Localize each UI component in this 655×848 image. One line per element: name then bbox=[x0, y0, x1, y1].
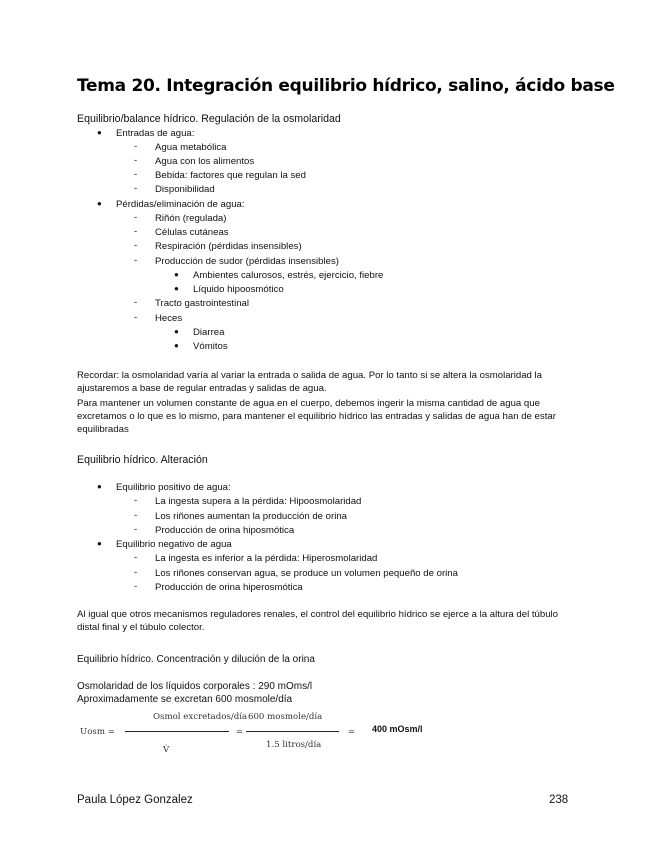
footer-author: Paula López Gonzalez bbox=[77, 794, 193, 806]
fraction-bar bbox=[246, 731, 339, 732]
section-heading-osmolaridad: Equilibrio/balance hídrico. Regulación de la osmolaridad bbox=[77, 113, 341, 125]
list-item: Líquido hipoosmótico bbox=[193, 284, 284, 295]
paragraph-recordar: Recordar: la osmolaridad varía al variar la entrada o salida de agua. Por lo tanto si se altera la osmolaridad la ajustaremos a base de regular entradas y salidas de agua. bbox=[77, 370, 543, 395]
list-item-entradas: Entradas de agua: bbox=[116, 128, 195, 139]
page-title: Tema 20. Integración equilibrio hídrico, salino, ácido base bbox=[77, 76, 615, 96]
list-item: Los riñones aumentan la producción de orina bbox=[155, 511, 348, 522]
formula-numerator-2: 600 mosmole/día bbox=[248, 712, 323, 722]
formula-equals: = bbox=[348, 727, 356, 737]
paragraph-tubulo: Al igual que otros mecanismos reguladores renales, el control del equilibrio hídrico se ejerce a la altura del túbulo distal final y el túbulo colector. bbox=[77, 609, 559, 634]
dash-icon: - bbox=[134, 524, 138, 535]
formula-numerator-1: Osmol excretados/día bbox=[153, 712, 248, 722]
dash-icon: - bbox=[134, 240, 138, 251]
dash-icon: - bbox=[134, 510, 138, 521]
page-number: 238 bbox=[549, 794, 569, 806]
list-item: Células cutáneas bbox=[155, 227, 229, 238]
section-heading-concentracion: Equilibrio hídrico. Concentración y dilución de la orina bbox=[77, 654, 315, 665]
bullet-icon: ● bbox=[97, 128, 102, 137]
list-item: Tracto gastrointestinal bbox=[155, 298, 250, 309]
dash-icon: - bbox=[134, 212, 138, 223]
list-item: Bebida: factores que regulan la sed bbox=[155, 170, 306, 181]
dash-icon: - bbox=[134, 183, 138, 194]
formula-denominator-2: 1.5 litros/día bbox=[266, 740, 322, 750]
list-item: La ingesta supera a la pérdida: Hipoosmolaridad bbox=[155, 496, 362, 507]
bullet-icon: ● bbox=[174, 341, 179, 350]
list-item: Producción de orina hiperosmótica bbox=[155, 582, 303, 593]
list-item: Disponibilidad bbox=[155, 184, 215, 195]
list-item: Ambientes calurosos, estrés, ejercicio, fiebre bbox=[193, 270, 384, 281]
dash-icon: - bbox=[134, 297, 138, 308]
bullet-icon: ● bbox=[97, 539, 102, 548]
dash-icon: - bbox=[134, 581, 138, 592]
formula-denominator-1: V̇ bbox=[163, 745, 170, 755]
list-item: Heces bbox=[155, 313, 183, 324]
dash-icon: - bbox=[134, 155, 138, 166]
section-heading-alteracion: Equilibrio hídrico. Alteración bbox=[77, 454, 208, 466]
bullet-icon: ● bbox=[174, 270, 179, 279]
list-item: Producción de orina hiposmótica bbox=[155, 525, 295, 536]
dash-icon: - bbox=[134, 169, 138, 180]
list-item: Los riñones conservan agua, se produce un volumen pequeño de orina bbox=[155, 568, 458, 579]
bullet-icon: ● bbox=[97, 199, 102, 208]
fraction-bar bbox=[125, 731, 229, 732]
dash-icon: - bbox=[134, 552, 138, 563]
dash-icon: - bbox=[134, 312, 138, 323]
bullet-icon: ● bbox=[174, 284, 179, 293]
osmolaridad-line: Osmolaridad de los líquidos corporales : 290 mOms/l bbox=[77, 681, 313, 692]
bullet-icon: ● bbox=[97, 482, 102, 491]
list-item: Respiración (pérdidas insensibles) bbox=[155, 241, 302, 252]
list-item: Producción de sudor (pérdidas insensibles) bbox=[155, 256, 339, 267]
formula-result: 400 mOsm/l bbox=[372, 724, 423, 734]
list-item: Vómitos bbox=[193, 341, 228, 352]
list-item-perdidas: Pérdidas/eliminación de agua: bbox=[116, 199, 245, 210]
list-item: Agua con los alimentos bbox=[155, 156, 255, 167]
list-item: Diarrea bbox=[193, 327, 225, 338]
excretion-line: Aproximadamente se excretan 600 mosmole/día bbox=[77, 694, 293, 705]
dash-icon: - bbox=[134, 141, 138, 152]
dash-icon: - bbox=[134, 255, 138, 266]
bullet-icon: ● bbox=[174, 327, 179, 336]
list-item-negativo: Equilibrio negativo de agua bbox=[116, 539, 232, 550]
formula-lhs: Uosm = bbox=[80, 727, 115, 737]
list-item: Riñón (regulada) bbox=[155, 213, 227, 224]
formula-equals: = bbox=[236, 727, 244, 737]
list-item: Agua metabólica bbox=[155, 142, 227, 153]
list-item-positivo: Equilibrio positivo de agua: bbox=[116, 482, 231, 493]
list-item: La ingesta es inferior a la pérdida: Hiperosmolaridad bbox=[155, 553, 378, 564]
dash-icon: - bbox=[134, 567, 138, 578]
paragraph-volumen-constante: Para mantener un volumen constante de agua en el cuerpo, debemos ingerir la misma cantidad de agua que excretamos o lo que es lo mismo, para mantener el equilibrio hídrico las entradas y salidas de agua han de estar equilibradas bbox=[77, 398, 556, 436]
dash-icon: - bbox=[134, 226, 138, 237]
dash-icon: - bbox=[134, 495, 138, 506]
